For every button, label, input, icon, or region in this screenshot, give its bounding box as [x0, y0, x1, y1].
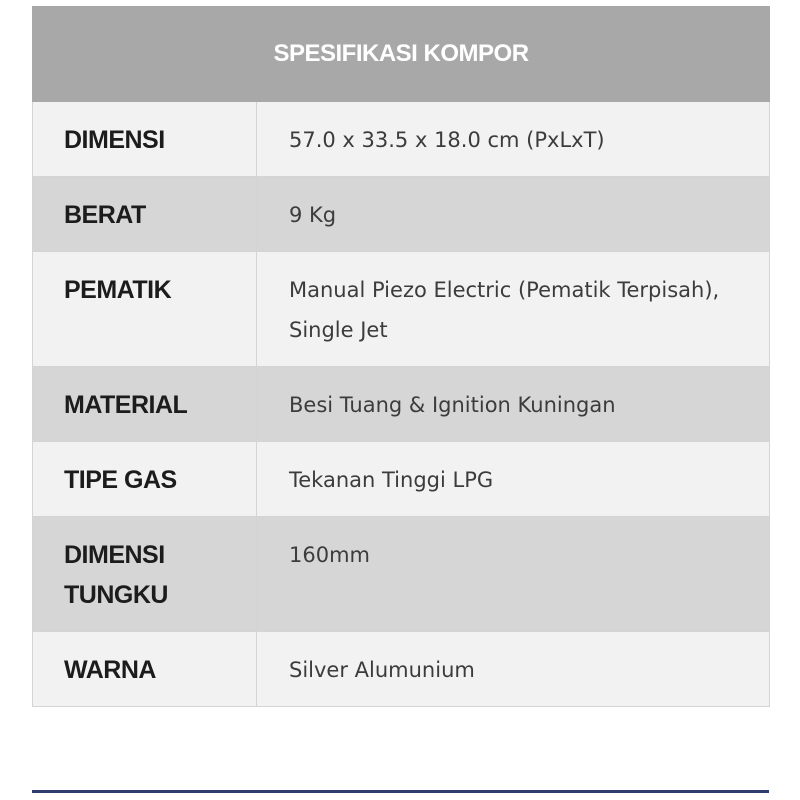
table-row	[33, 177, 770, 252]
spec-label: BERAT	[33, 177, 257, 252]
spec-value: Manual Piezo Electric (Pematik Terpisah), Single Jet	[257, 252, 770, 367]
spec-value: 57.0 x 33.5 x 18.0 cm (PxLxT)	[257, 102, 770, 177]
spec-value: Tekanan Tinggi LPG	[257, 442, 770, 517]
table-row	[33, 252, 770, 367]
table-row	[33, 367, 770, 442]
spec-label: DIMENSI TUNGKU	[33, 517, 257, 632]
table-row	[33, 517, 770, 632]
table-header-row	[33, 7, 770, 102]
table-row	[33, 102, 770, 177]
spec-value: 160mm	[257, 517, 770, 632]
spec-table	[32, 6, 770, 707]
spec-label: TIPE GAS	[33, 442, 257, 517]
section-divider	[32, 790, 769, 793]
spec-value: 9 Kg	[257, 177, 770, 252]
spec-label: WARNA	[33, 632, 257, 707]
spec-label: PEMATIK	[33, 252, 257, 367]
spec-label: DIMENSI	[33, 102, 257, 177]
table-row	[33, 632, 770, 707]
spec-value: Besi Tuang & Ignition Kuningan	[257, 367, 770, 442]
table-row	[33, 442, 770, 517]
spec-value: Silver Alumunium	[257, 632, 770, 707]
table-title: SPESIFIKASI KOMPOR	[33, 7, 770, 102]
spec-label: MATERIAL	[33, 367, 257, 442]
